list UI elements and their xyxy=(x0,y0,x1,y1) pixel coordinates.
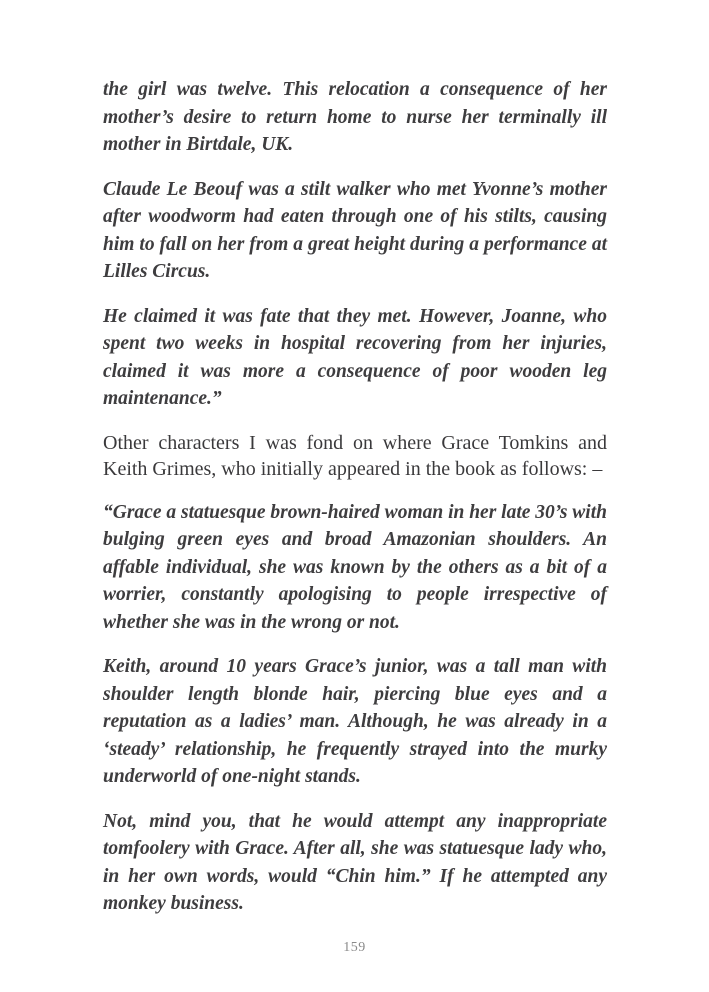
paragraph-quote-6: Not, mind you, that he would attempt any inappropriate tomfoolery with Grace. After all, she was statuesque lady who, in her own words, would “Chin him.” If he attempted any monkey business. xyxy=(103,810,607,914)
paragraph-quote-4: “Grace a statuesque brown-haired woman in her late 30’s with bulging green eyes and broad Amazonian shoulders. An affable individual, she was known by the others as a bit of a worrier, constantly apologising to people irrespective of whether she was in the wrong or not. xyxy=(103,501,607,633)
paragraph-quote-2: Claude Le Beouf was a stilt walker who met Yvonne’s mother after woodworm had eaten through one of his stilts, causing him to fall on her from a great height during a performance at Lilles Circus. xyxy=(103,178,607,282)
page-number: 159 xyxy=(343,940,366,955)
paragraph-quote-5: Keith, around 10 years Grace’s junior, was a tall man with shoulder length blonde hair, piercing blue eyes and a reputation as a ladies’ man. Although, he was already in a ‘steady’ relationship, he frequently strayed into the murky underworld of one-night stands. xyxy=(103,656,607,787)
paragraph-quote-3: He claimed it was fate that they met. However, Joanne, who spent two weeks in hospital recovering from her injuries, claimed it was more a consequence of poor wooden leg maintenance.” xyxy=(103,305,607,409)
text-block xyxy=(103,76,607,918)
paragraph-quote-1: the girl was twelve. This relocation a consequence of her mother’s desire to return home to nurse her terminally ill mother in Birtdale, UK. xyxy=(103,79,607,155)
paragraph-narration: Other characters I was fond on where Grace Tomkins and Keith Grimes, who initially appeared in the book as follows: – xyxy=(103,431,607,480)
